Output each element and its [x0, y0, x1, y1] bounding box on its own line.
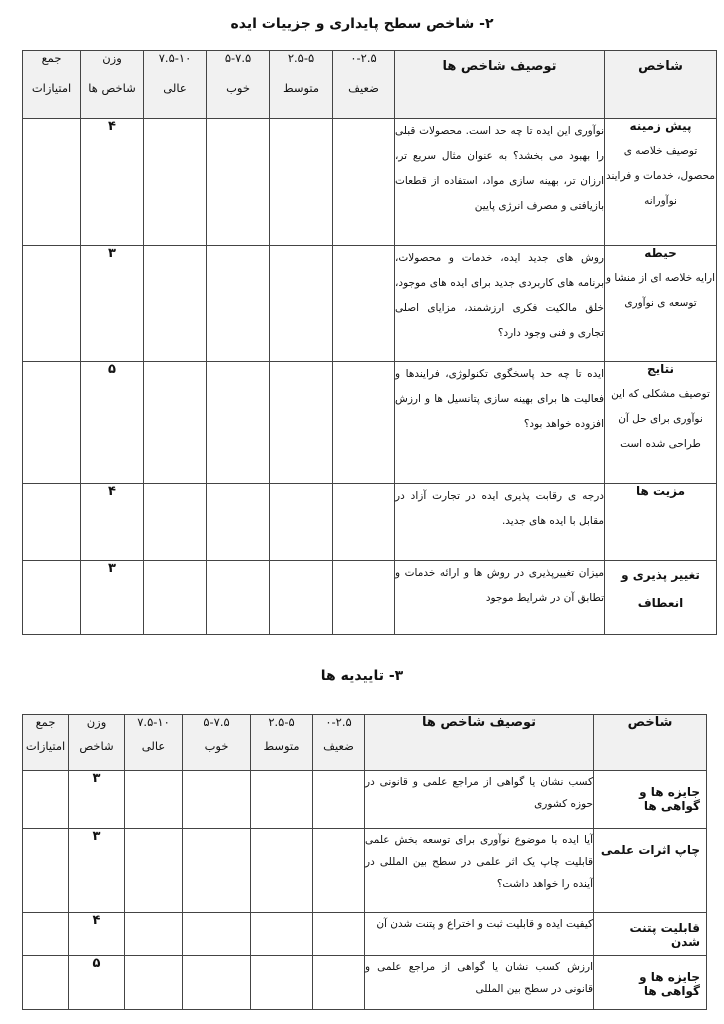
weight-cell: ۵: [69, 956, 125, 1010]
indicator-cell: تغییر پذیری و انعطاف: [605, 561, 717, 635]
header-total: جمع امتیازات: [23, 715, 69, 771]
header-excellent: ۷.۵-۱۰ عالی: [144, 51, 207, 119]
weight-cell: ۴: [69, 913, 125, 956]
section2-title: ۲- شاخص سطح پایداری و جزییات ایده: [230, 16, 494, 32]
total-cell[interactable]: [23, 561, 81, 635]
indicator-cell: پیش زمینه توصیف خلاصه ی محصول، خدمات و فرایند نوآورانه: [605, 119, 717, 246]
score-good-cell[interactable]: [183, 771, 251, 829]
header-excellent: ۷.۵-۱۰ عالی: [125, 715, 183, 771]
score-weak-cell[interactable]: [313, 829, 365, 913]
description-cell: کسب نشان یا گواهی از مراجع علمی و قانونی در حوزه کشوری: [365, 771, 594, 829]
weight-cell: ۴: [81, 119, 144, 246]
total-cell[interactable]: [23, 362, 81, 484]
sustainability-table: [22, 50, 717, 635]
score-excellent-cell[interactable]: [144, 246, 207, 362]
indicator-cell: قابلیت پتنت شدن: [594, 913, 707, 956]
score-good-cell[interactable]: [207, 561, 270, 635]
score-weak-cell[interactable]: [333, 246, 395, 362]
table-row: [23, 484, 717, 561]
indicator-cell: جایزه ها و گواهی ها: [594, 771, 707, 829]
score-excellent-cell[interactable]: [144, 119, 207, 246]
header-good: ۵-۷.۵ خوب: [183, 715, 251, 771]
section3-title: ۳- تاییدیه ها: [320, 668, 404, 684]
indicator-cell: مزیت ها: [605, 484, 717, 561]
table-row: [23, 119, 717, 246]
score-medium-cell[interactable]: [251, 956, 313, 1010]
score-medium-cell[interactable]: [270, 561, 333, 635]
table-row: [23, 246, 717, 362]
table-row: [23, 829, 707, 913]
score-good-cell[interactable]: [207, 484, 270, 561]
header-weight: وزن شاخص ها: [81, 51, 144, 119]
table-row: [23, 561, 717, 635]
score-weak-cell[interactable]: [333, 119, 395, 246]
description-cell: میزان تغییرپذیری در روش ها و ارائه خدمات و تطابق آن در شرایط موجود: [395, 561, 605, 635]
score-medium-cell[interactable]: [251, 829, 313, 913]
description-cell: کیفیت ایده و قابلیت ثبت و اختراع و پتنت شدن آن: [365, 913, 594, 956]
total-cell[interactable]: [23, 119, 81, 246]
description-cell: ارزش کسب نشان یا گواهی از مراجع علمی و قانونی در سطح بین المللی: [365, 956, 594, 1010]
header-weak: ۰-۲.۵ ضعیف: [313, 715, 365, 771]
score-medium-cell[interactable]: [270, 246, 333, 362]
score-medium-cell[interactable]: [251, 913, 313, 956]
score-weak-cell[interactable]: [333, 484, 395, 561]
score-excellent-cell[interactable]: [125, 956, 183, 1010]
score-weak-cell[interactable]: [313, 771, 365, 829]
header-weak: ۰-۲.۵ ضعیف: [333, 51, 395, 119]
total-cell[interactable]: [23, 913, 69, 956]
total-cell[interactable]: [23, 484, 81, 561]
weight-cell: ۵: [81, 362, 144, 484]
confirmations-table: [22, 714, 707, 1010]
total-cell[interactable]: [23, 771, 69, 829]
header-description: توصیف شاخص ها: [395, 51, 605, 119]
indicator-cell: حیطه ارایه خلاصه ای از منشا و توسعه ی نوآوری: [605, 246, 717, 362]
score-medium-cell[interactable]: [270, 362, 333, 484]
indicator-cell: جایزه ها و گواهی ها: [594, 956, 707, 1010]
weight-cell: ۳: [69, 771, 125, 829]
description-cell: نوآوری این ایده تا چه حد است. محصولات قبلی را بهبود می بخشد؟ به عنوان مثال سریع تر، ارزان تر، بهینه سازی مواد، استفاده از قطعات بازیافتی و مصرف انرژی پایین: [395, 119, 605, 246]
header-indicator: شاخص: [605, 51, 717, 119]
table-row: [23, 771, 707, 829]
score-weak-cell[interactable]: [313, 956, 365, 1010]
score-medium-cell[interactable]: [270, 484, 333, 561]
score-good-cell[interactable]: [183, 956, 251, 1010]
total-cell[interactable]: [23, 829, 69, 913]
header-total: جمع امتیازات: [23, 51, 81, 119]
total-cell[interactable]: [23, 956, 69, 1010]
total-cell[interactable]: [23, 246, 81, 362]
header-medium: ۲.۵-۵ متوسط: [251, 715, 313, 771]
score-excellent-cell[interactable]: [125, 771, 183, 829]
description-cell: آیا ایده با موضوع نوآوری برای توسعه بخش علمی قابلیت چاپ یک اثر علمی در سطح بین المللی در آینده را خواهد داشت؟: [365, 829, 594, 913]
score-medium-cell[interactable]: [251, 771, 313, 829]
header-good: ۵-۷.۵ خوب: [207, 51, 270, 119]
score-excellent-cell[interactable]: [144, 484, 207, 561]
score-excellent-cell[interactable]: [144, 362, 207, 484]
header-medium: ۲.۵-۵ متوسط: [270, 51, 333, 119]
weight-cell: ۳: [69, 829, 125, 913]
description-cell: ایده تا چه حد پاسخگوی تکنولوژی، فرایندها و فعالیت ها برای بهینه سازی پتانسیل ها و ارزش افزوده خواهد بود؟: [395, 362, 605, 484]
header-indicator: شاخص: [594, 715, 707, 771]
table-row: [23, 362, 717, 484]
header-description: توصیف شاخص ها: [365, 715, 594, 771]
score-excellent-cell[interactable]: [144, 561, 207, 635]
indicator-cell: چاپ اثرات علمی: [594, 829, 707, 913]
weight-cell: ۳: [81, 561, 144, 635]
score-excellent-cell[interactable]: [125, 913, 183, 956]
table-row: [23, 913, 707, 956]
score-weak-cell[interactable]: [313, 913, 365, 956]
description-cell: درجه ی رقابت پذیری ایده در تجارت آزاد در مقابل با ایده های جدید.: [395, 484, 605, 561]
weight-cell: ۴: [81, 484, 144, 561]
header-weight: وزن شاخص: [69, 715, 125, 771]
table-row: [23, 956, 707, 1010]
score-good-cell[interactable]: [183, 829, 251, 913]
score-weak-cell[interactable]: [333, 561, 395, 635]
description-cell: روش های جدید ایده، خدمات و محصولات، برنامه های کاربردی جدید برای ایده های موجود، خلق مالکیت فکری ارزشمند، مزایای اصلی تجاری و فنی وجود دارد؟: [395, 246, 605, 362]
indicator-cell: نتایج توصیف مشکلی که این نوآوری برای حل آن طراحی شده است: [605, 362, 717, 484]
score-excellent-cell[interactable]: [125, 829, 183, 913]
score-good-cell[interactable]: [207, 362, 270, 484]
score-good-cell[interactable]: [207, 246, 270, 362]
score-medium-cell[interactable]: [270, 119, 333, 246]
score-good-cell[interactable]: [207, 119, 270, 246]
score-weak-cell[interactable]: [333, 362, 395, 484]
weight-cell: ۳: [81, 246, 144, 362]
score-good-cell[interactable]: [183, 913, 251, 956]
